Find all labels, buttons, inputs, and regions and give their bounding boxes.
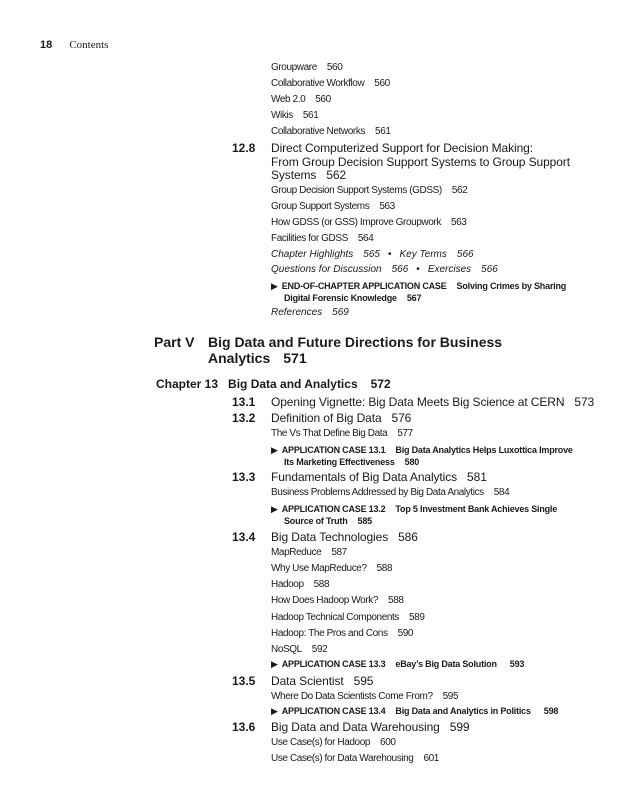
arrow-icon: ▶ [271, 706, 278, 716]
toc-subentry: Use Case(s) for Hadoop 600 [271, 737, 396, 748]
section-title: Data Scientist 595 [271, 674, 374, 688]
arrow-icon: ▶ [271, 445, 278, 455]
running-title: Contents [69, 39, 109, 51]
toc-subentry: Use Case(s) for Data Warehousing 601 [271, 753, 439, 764]
section-number: 13.3 [232, 470, 256, 484]
page-header [40, 39, 108, 51]
section-number: 13.2 [232, 411, 256, 425]
toc-subentry: The Vs That Define Big Data 577 [271, 428, 413, 439]
arrow-icon: ▶ [271, 281, 278, 291]
toc-subentry: Business Problems Addressed by Big Data Analytics 584 [271, 487, 510, 498]
references-entry: References 569 [271, 307, 349, 318]
section-number: 13.5 [232, 674, 256, 688]
part-label: Part V [154, 334, 195, 350]
chapter-end-items: Chapter Highlights 565 • Key Terms 566 [271, 249, 474, 260]
toc-subentry: Hadoop 588 [271, 579, 330, 590]
toc-subentry: Collaborative Workflow 560 [271, 78, 390, 89]
toc-subentry: Groupware 560 [271, 62, 343, 73]
section-title: Fundamentals of Big Data Analytics 581 [271, 470, 487, 484]
chapter-end-items: Questions for Discussion 566 • Exercises 566 [271, 264, 498, 275]
section-title: Opening Vignette: Big Data Meets Big Science at CERN 573 [271, 395, 595, 409]
application-case-cont: Digital Forensic Knowledge 567 [284, 293, 422, 303]
section-number: 13.4 [232, 530, 256, 544]
chapter-heading: Chapter 13 Big Data and Analytics 572 [156, 377, 391, 391]
application-case: ▶ APPLICATION CASE 13.3 eBay’s Big Data Solution 593 [271, 659, 525, 669]
page-number: 18 [40, 39, 53, 51]
toc-subentry: Where Do Data Scientists Come From? 595 [271, 691, 459, 702]
section-title: Direct Computerized Support for Decision Making: [271, 141, 533, 155]
part-title: Analytics 571 [208, 350, 307, 366]
toc-subentry: Facilities for GDSS 564 [271, 233, 374, 244]
section-number: 13.1 [232, 395, 256, 409]
section-title: Big Data and Data Warehousing 599 [271, 720, 470, 734]
application-case-cont: Source of Truth 585 [284, 516, 372, 526]
toc-subentry: MapReduce 587 [271, 547, 347, 558]
toc-subentry: Why Use MapReduce? 588 [271, 563, 393, 574]
section-title: Systems 562 [271, 168, 347, 182]
arrow-icon: ▶ [271, 504, 278, 514]
section-title: Big Data Technologies 586 [271, 530, 418, 544]
section-number: 12.8 [232, 141, 256, 155]
toc-subentry: Hadoop Technical Components 589 [271, 612, 425, 623]
section-number: 13.6 [232, 720, 256, 734]
toc-subentry: Web 2.0 560 [271, 94, 331, 105]
application-case-cont: Its Marketing Effectiveness 580 [284, 457, 420, 467]
toc-subentry: Hadoop: The Pros and Cons 590 [271, 628, 414, 639]
application-case: ▶ APPLICATION CASE 13.2 Top 5 Investment Bank Achieves Single [271, 504, 558, 514]
application-case: ▶ APPLICATION CASE 13.4 Big Data and Analytics in Politics 598 [271, 706, 559, 716]
toc-subentry: Collaborative Networks 561 [271, 126, 391, 137]
toc-subentry: How Does Hadoop Work? 588 [271, 595, 404, 606]
application-case: ▶ APPLICATION CASE 13.1 Big Data Analytics Helps Luxottica Improve [271, 445, 573, 455]
toc-subentry: NoSQL 592 [271, 644, 328, 655]
arrow-icon: ▶ [271, 659, 278, 669]
section-title: Definition of Big Data 576 [271, 411, 412, 425]
toc-subentry: Wikis 561 [271, 110, 319, 121]
application-case: ▶ END-OF-CHAPTER APPLICATION CASE Solving Crimes by Sharing [271, 281, 567, 291]
part-title: Big Data and Future Directions for Business [208, 334, 503, 350]
toc-subentry: How GDSS (or GSS) Improve Groupwork 563 [271, 217, 467, 228]
toc-subentry: Group Decision Support Systems (GDSS) 562 [271, 185, 468, 196]
section-title: From Group Decision Support Systems to Group Support [271, 155, 570, 169]
toc-subentry: Group Support Systems 563 [271, 201, 395, 212]
